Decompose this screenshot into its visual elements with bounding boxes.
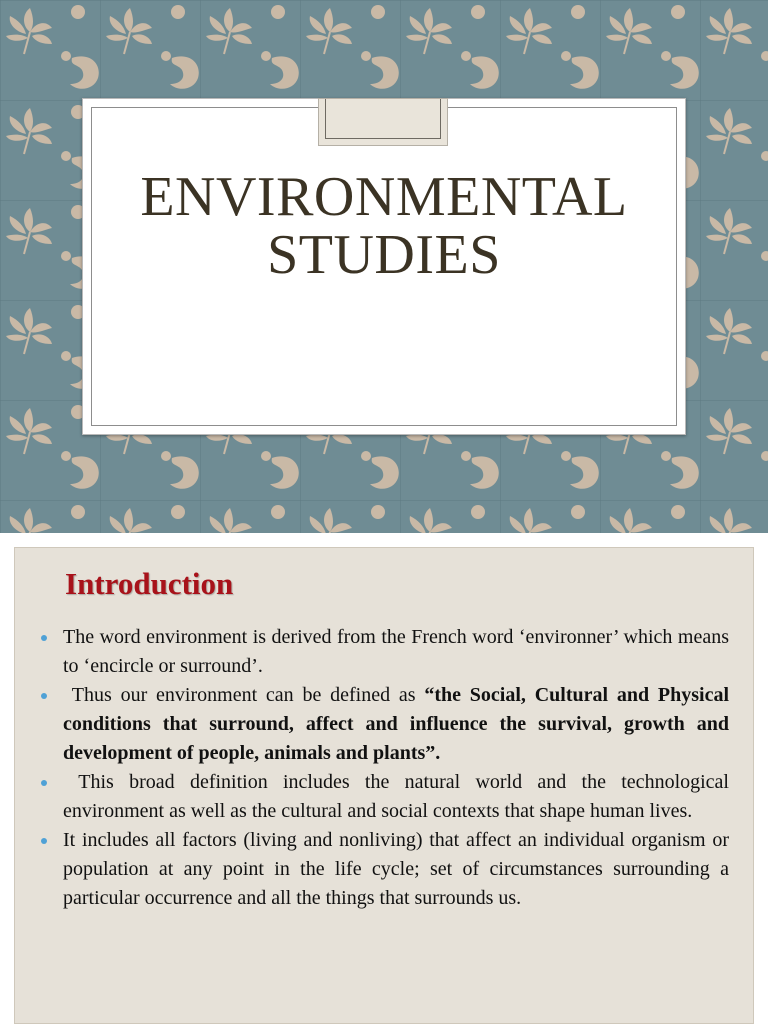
slide-separator (0, 533, 768, 547)
bullet-dot-icon (41, 838, 47, 844)
bullet-text: The word environment is derived from the French word ‘environner’ which means to ‘encircle or surround’. (63, 626, 729, 677)
slide-title (82, 168, 686, 284)
introduction-slide (14, 547, 754, 1024)
bullet-dot-icon (41, 635, 47, 641)
title-line-1: ENVIRONMENTAL (140, 166, 628, 228)
bullet-dot-icon (41, 780, 47, 786)
list-item (41, 826, 729, 913)
title-line-2: STUDIES (267, 224, 501, 286)
bullet-dot-icon (41, 693, 47, 699)
list-item (41, 623, 729, 681)
title-card-tab (318, 98, 448, 146)
list-item (41, 768, 734, 826)
bullet-bold-definition: “the Social, Cultural and Physical conditions that surround, affect and influence the survival, growth and development of people, animals and plants”. (63, 684, 729, 764)
bullet-text: This broad definition includes the natural world and the technological environment as well as the cultural and social contexts that shape human lives. (63, 771, 734, 822)
bullet-text: Thus our environment can be defined as (63, 684, 425, 706)
bullet-list (41, 623, 734, 913)
list-item (41, 681, 729, 768)
bullet-text: It includes all factors (living and nonliving) that affect an individual organism or population at any point in the life cycle; set of circumstances surrounding a particular occurrence and all the things that surrounds us. (63, 829, 729, 909)
intro-heading: Introduction (65, 566, 234, 601)
